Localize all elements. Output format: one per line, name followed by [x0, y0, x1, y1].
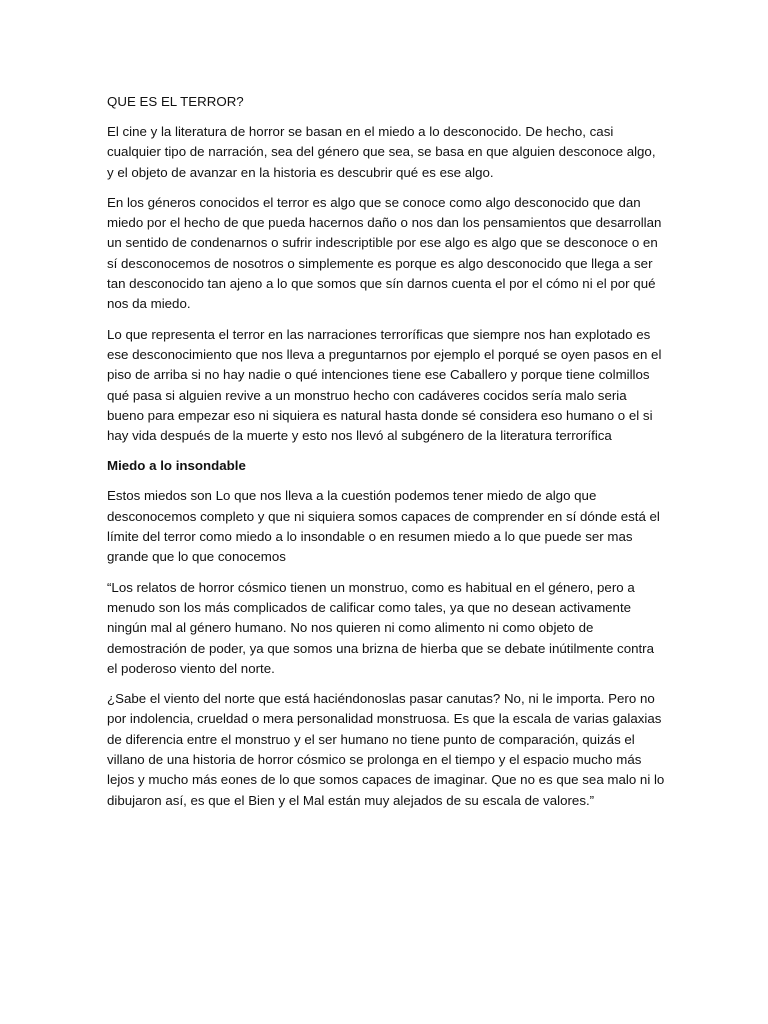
section-heading: Miedo a lo insondable [107, 458, 246, 474]
quote-paragraph-1: “Los relatos de horror cósmico tienen un monstruo, como es habitual en el género, pero a menudo son los más complicados de calificar como tales, ya que no desean activamente ningún mal al género humano. No nos quieren ni como alimento ni como objeto de demostración de poder, ya que somos una brizna de hierba que se debate inútilmente contra el poderoso viento del norte. [107, 579, 655, 676]
quote-paragraph-2: ¿Sabe el viento del norte que está haciéndonoslas pasar canutas? No, ni le importa. Pero no por indolencia, crueldad o mera personalidad monstruosa. Es que la escala de varias galaxias de diferencia entre el monstruo y el ser humano no tiene punto de comparación, quizás el villano de una historia de horror cósmico se prolonga en el tiempo y el espacio mucho más lejos y mucho más eones de lo que somos capaces de imaginar. Que no es que sea malo ni lo dibujaron así, es que el Bien y el Mal están muy alejados de su escala de valores.” [107, 691, 665, 808]
paragraph-4: Estos miedos son Lo que nos lleva a la cuestión podemos tener miedo de algo que desconocemos completo y que ni siquiera somos capaces de comprender en sí dónde está el límite del terror como miedo a lo insondable o en resumen miedo a lo que puede ser mas grande que lo que conocemos [107, 488, 660, 565]
document-page [107, 92, 665, 821]
paragraph-1: El cine y la literatura de horror se basan en el miedo a lo desconocido. De hecho, casi cualquier tipo de narración, sea del género que sea, se basa en que alguien desconoce algo, y el objeto de avanzar en la historia es descubrir qué es ese algo. [107, 124, 656, 180]
paragraph-3: Lo que representa el terror en las narraciones terroríficas que siempre nos han explotado es ese desconocimiento que nos lleva a preguntarnos por ejemplo el porqué se oyen pasos en el piso de arriba si no hay nadie o qué intenciones tiene ese Caballero y porque tiene colmillos qué pasa si alguien revive a un monstruo hecho con cadáveres cocidos sería malo seria bueno para empezar eso ni siquiera es natural hasta donde sé considera eso humano o el si hay vida después de la muerte y esto nos llevó al subgénero de la literatura terrorífica [107, 326, 662, 444]
document-title: QUE ES EL TERROR? [107, 94, 244, 109]
paragraph-2: En los géneros conocidos el terror es algo que se conoce como algo desconocido que dan miedo por el hecho de que pueda hacernos daño o nos dan los pensamientos que desarrollan un sentido de condenarnos o sufrir indescriptible por ese algo es algo que se desconoce o en sí desconocemos de nosotros o simplemente es porque es algo desconocido que llega a ser tan desconocido tan ajeno a lo que somos que sín darnos cuenta el por el cómo ni el por qué nos da miedo. [107, 194, 662, 312]
